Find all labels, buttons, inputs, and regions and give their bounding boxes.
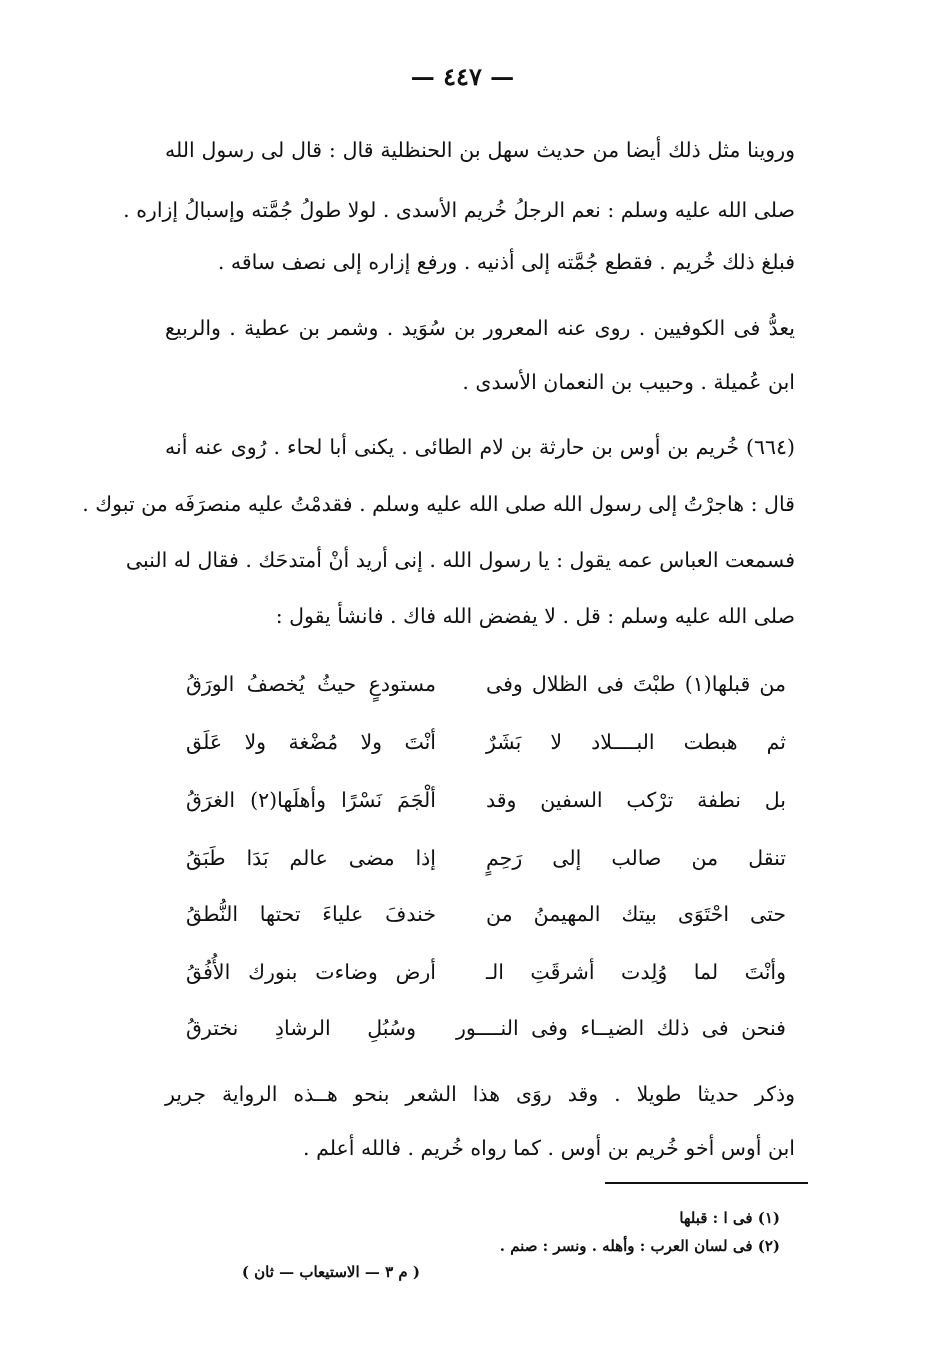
text-line: صلى الله عليه وسلم : نعم الرجلُ خُريم الأسدى . لولا طولُ جُمَّته وإسبالُ إزاره . (123, 198, 795, 222)
verse-second-half: أرض وضاءت بنورك الأُفُقُ (186, 960, 436, 984)
verse-line (186, 892, 786, 936)
verse-line (186, 1006, 786, 1050)
verse-second-half: خندفَ علياءَ تحتها النُّطقُ (186, 902, 436, 926)
footnote: (١) فى ا : قبلها (679, 1209, 780, 1227)
verse-first-half: من قبلها(١) طبْتَ فى الظلال وفى (486, 672, 786, 696)
verse-second-half: إذا مضى عالم بَدَا طَبَقُ (186, 846, 436, 870)
verse-first-half: فنحن فى ذلك الضيــاء وفى النــــور (456, 1016, 786, 1040)
verse-second-half: أنْتَ ولا مُضْغة ولا عَلَق (186, 730, 436, 754)
verse-first-half: وأنْتَ لما وُلِدت أشرقَتِ الـ (486, 960, 786, 984)
verse-second-half: وسُبُلِ الرشادِ نخترقُ (186, 1016, 416, 1040)
text-line: فبلغ ذلك خُريم . فقطع جُمَّته إلى أذنيه . ورفع إزاره إلى نصف ساقه . (217, 250, 795, 274)
text-line: صلى الله عليه وسلم : قل . لا يفضض الله فاك . فانشأ يقول : (275, 604, 795, 628)
verse-line (186, 836, 786, 880)
text-line: يعدُّ فى الكوفيين . روى عنه المعرور بن سُوَيد . وشمر بن عطية . والربيع (165, 316, 795, 340)
verse-first-half: حتى احْتَوَى بيتك المهيمنُ من (486, 902, 786, 926)
verse-line (186, 950, 786, 994)
text-line: ابن عُميلة . وحبيب بن النعمان الأسدى . (462, 370, 795, 394)
text-line: وروينا مثل ذلك أيضا من حديث سهل بن الحنظلية قال : قال لى رسول الله (165, 138, 795, 162)
verse-second-half: مستودعٍ حيثُ يُخصفُ الورَقُ (186, 672, 436, 696)
text-line: وذكر حديثا طويلا . وقد روَى هذا الشعر بنحو هــذه الرواية جرير (165, 1082, 795, 1106)
verse-line (186, 720, 786, 764)
signature-mark: ( م ٣ — الاستيعاب — ثان ) (241, 1263, 420, 1281)
footnote: (٢) فى لسان العرب : وأهله . ونسر : صنم . (499, 1237, 780, 1255)
text-line: فسمعت العباس عمه يقول : يا رسول الله . إنى أريد أنْ أمتدحَك . فقال له النبى (125, 548, 795, 572)
verse-line (186, 778, 786, 822)
verse-first-half: بل نطفة ترْكب السفين وقد (486, 788, 786, 812)
footnote-rule (605, 1182, 808, 1184)
verse-second-half: ألْجَمَ نَسْرًا وأهلَها(٢) الغرَقُ (186, 788, 436, 812)
verse-first-half: تنقل من صالب إلى رَحِمٍ (486, 846, 786, 870)
text-line: ابن أوس أخو خُريم بن أوس . كما رواه خُريم . فالله أعلم . (303, 1136, 795, 1160)
verse-first-half: ثم هبطت البــــلاد لا بَشَرٌ (486, 730, 786, 754)
page-number: — ٤٤٧ — (410, 62, 515, 91)
verse-line (186, 662, 786, 706)
text-line: (٦٦٤) خُريم بن أوس بن حارثة بن لام الطائى . يكنى أبا لحاء . رُوى عنه أنه (165, 435, 795, 459)
text-line: قال : هاجرْتُ إلى رسول الله صلى الله عليه وسلم . فقدمْتُ عليه منصرَفَه من تبوك . (82, 492, 795, 516)
